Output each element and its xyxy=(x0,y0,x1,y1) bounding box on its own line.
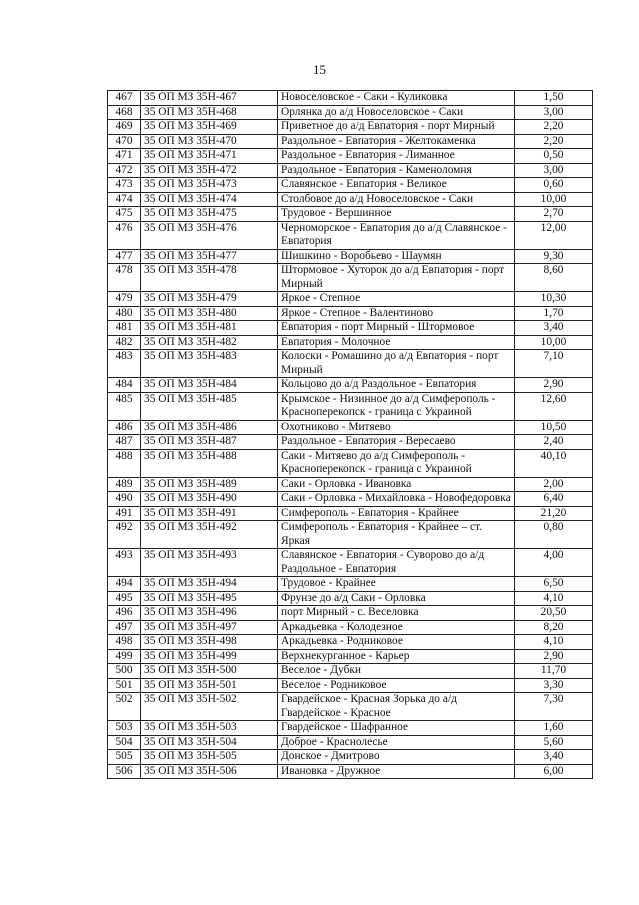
road-name-cell: Евпатория - порт Мирный - Штормовое xyxy=(278,321,515,336)
road-code-cell: 35 ОП МЗ 35Н-492 xyxy=(141,521,278,549)
row-number-cell: 496 xyxy=(108,606,141,621)
road-name-cell: Доброе - Краснолесье xyxy=(278,735,515,750)
road-length-cell: 3,30 xyxy=(515,678,593,693)
road-code-cell: 35 ОП МЗ 35Н-485 xyxy=(141,392,278,420)
road-code-cell: 35 ОП МЗ 35Н-471 xyxy=(141,149,278,164)
road-length-cell: 4,10 xyxy=(515,635,593,650)
row-number-cell: 487 xyxy=(108,435,141,450)
table-row xyxy=(108,207,593,222)
roads-table xyxy=(107,90,593,779)
road-code-cell: 35 ОП МЗ 35Н-480 xyxy=(141,306,278,321)
road-name-cell: Верхнекурганное - Карьер xyxy=(278,649,515,664)
road-length-cell: 12,00 xyxy=(515,221,593,249)
table-row xyxy=(108,521,593,549)
table-row xyxy=(108,321,593,336)
road-name-cell: порт Мирный - с. Веселовка xyxy=(278,606,515,621)
road-code-cell: 35 ОП МЗ 35Н-473 xyxy=(141,178,278,193)
road-code-cell: 35 ОП МЗ 35Н-488 xyxy=(141,449,278,477)
road-code-cell: 35 ОП МЗ 35Н-499 xyxy=(141,649,278,664)
row-number-cell: 501 xyxy=(108,678,141,693)
table-row xyxy=(108,492,593,507)
table-row xyxy=(108,735,593,750)
road-length-cell: 1,50 xyxy=(515,91,593,106)
row-number-cell: 494 xyxy=(108,577,141,592)
road-length-cell: 2,70 xyxy=(515,207,593,222)
table-row xyxy=(108,105,593,120)
row-number-cell: 482 xyxy=(108,335,141,350)
road-name-cell: Аркадьевка - Колодезное xyxy=(278,620,515,635)
road-length-cell: 2,20 xyxy=(515,120,593,135)
road-name-cell: Трудовое - Вершинное xyxy=(278,207,515,222)
road-length-cell: 11,70 xyxy=(515,664,593,679)
road-name-cell: Саки - Орловка - Михайловка - Новофедоровка xyxy=(278,492,515,507)
road-name-cell: Гвардейское - Шафранное xyxy=(278,721,515,736)
row-number-cell: 503 xyxy=(108,721,141,736)
road-code-cell: 35 ОП МЗ 35Н-478 xyxy=(141,264,278,292)
row-number-cell: 467 xyxy=(108,91,141,106)
road-name-cell: Саки - Митяево до а/д Симферополь - Красноперекопск - граница с Украиной xyxy=(278,449,515,477)
road-code-cell: 35 ОП МЗ 35Н-484 xyxy=(141,378,278,393)
road-code-cell: 35 ОП МЗ 35Н-503 xyxy=(141,721,278,736)
road-length-cell: 20,50 xyxy=(515,606,593,621)
road-length-cell: 6,40 xyxy=(515,492,593,507)
road-name-cell: Симферополь - Евпатория - Крайнее xyxy=(278,506,515,521)
road-length-cell: 10,30 xyxy=(515,292,593,307)
row-number-cell: 481 xyxy=(108,321,141,336)
road-length-cell: 5,60 xyxy=(515,735,593,750)
row-number-cell: 469 xyxy=(108,120,141,135)
road-code-cell: 35 ОП МЗ 35Н-475 xyxy=(141,207,278,222)
road-code-cell: 35 ОП МЗ 35Н-505 xyxy=(141,750,278,765)
road-code-cell: 35 ОП МЗ 35Н-479 xyxy=(141,292,278,307)
road-name-cell: Славянское - Евпатория - Суворово до а/д Раздольное - Евпатория xyxy=(278,549,515,577)
table-row xyxy=(108,764,593,779)
road-code-cell: 35 ОП МЗ 35Н-504 xyxy=(141,735,278,750)
road-length-cell: 0,50 xyxy=(515,149,593,164)
road-code-cell: 35 ОП МЗ 35Н-482 xyxy=(141,335,278,350)
road-length-cell: 10,00 xyxy=(515,192,593,207)
road-code-cell: 35 ОП МЗ 35Н-486 xyxy=(141,420,278,435)
row-number-cell: 474 xyxy=(108,192,141,207)
table-row xyxy=(108,192,593,207)
road-code-cell: 35 ОП МЗ 35Н-474 xyxy=(141,192,278,207)
road-length-cell: 2,90 xyxy=(515,378,593,393)
table-row xyxy=(108,620,593,635)
row-number-cell: 504 xyxy=(108,735,141,750)
table-row xyxy=(108,120,593,135)
row-number-cell: 505 xyxy=(108,750,141,765)
table-row xyxy=(108,221,593,249)
table-row xyxy=(108,420,593,435)
row-number-cell: 480 xyxy=(108,306,141,321)
row-number-cell: 479 xyxy=(108,292,141,307)
page-number: 15 xyxy=(313,62,326,77)
table-row xyxy=(108,721,593,736)
table-row xyxy=(108,477,593,492)
road-length-cell: 4,10 xyxy=(515,591,593,606)
road-name-cell: Раздольное - Евпатория - Желтокаменка xyxy=(278,134,515,149)
table-row xyxy=(108,549,593,577)
road-length-cell: 0,60 xyxy=(515,178,593,193)
road-code-cell: 35 ОП МЗ 35Н-487 xyxy=(141,435,278,450)
road-code-cell: 35 ОП МЗ 35Н-506 xyxy=(141,764,278,779)
road-code-cell: 35 ОП МЗ 35Н-495 xyxy=(141,591,278,606)
road-code-cell: 35 ОП МЗ 35Н-469 xyxy=(141,120,278,135)
road-code-cell: 35 ОП МЗ 35Н-470 xyxy=(141,134,278,149)
road-code-cell: 35 ОП МЗ 35Н-481 xyxy=(141,321,278,336)
road-length-cell: 2,00 xyxy=(515,477,593,492)
road-name-cell: Веселое - Родниковое xyxy=(278,678,515,693)
road-code-cell: 35 ОП МЗ 35Н-490 xyxy=(141,492,278,507)
road-length-cell: 21,20 xyxy=(515,506,593,521)
road-code-cell: 35 ОП МЗ 35Н-502 xyxy=(141,693,278,721)
road-name-cell: Кольцово до а/д Раздольное - Евпатория xyxy=(278,378,515,393)
table-row xyxy=(108,577,593,592)
row-number-cell: 486 xyxy=(108,420,141,435)
road-length-cell: 9,30 xyxy=(515,249,593,264)
road-name-cell: Славянское - Евпатория - Великое xyxy=(278,178,515,193)
row-number-cell: 485 xyxy=(108,392,141,420)
road-name-cell: Раздольное - Евпатория - Лиманное xyxy=(278,149,515,164)
road-code-cell: 35 ОП МЗ 35Н-498 xyxy=(141,635,278,650)
row-number-cell: 472 xyxy=(108,163,141,178)
row-number-cell: 488 xyxy=(108,449,141,477)
row-number-cell: 499 xyxy=(108,649,141,664)
road-name-cell: Новоселовское - Саки - Куликовка xyxy=(278,91,515,106)
road-code-cell: 35 ОП МЗ 35Н-500 xyxy=(141,664,278,679)
table-row xyxy=(108,606,593,621)
road-name-cell: Столбовое до а/д Новоселовское - Саки xyxy=(278,192,515,207)
row-number-cell: 506 xyxy=(108,764,141,779)
table-row xyxy=(108,178,593,193)
road-name-cell: Гвардейское - Красная Зорька до а/д Гвардейское - Красное xyxy=(278,693,515,721)
road-code-cell: 35 ОП МЗ 35Н-467 xyxy=(141,91,278,106)
road-length-cell: 10,00 xyxy=(515,335,593,350)
road-name-cell: Донское - Дмитрово xyxy=(278,750,515,765)
table-row xyxy=(108,750,593,765)
road-name-cell: Евпатория - Молочное xyxy=(278,335,515,350)
table-row xyxy=(108,91,593,106)
table-row xyxy=(108,449,593,477)
road-code-cell: 35 ОП МЗ 35Н-493 xyxy=(141,549,278,577)
road-name-cell: Раздольное - Евпатория - Вересаево xyxy=(278,435,515,450)
road-name-cell: Фрунзе до а/д Саки - Орловка xyxy=(278,591,515,606)
row-number-cell: 468 xyxy=(108,105,141,120)
table-row xyxy=(108,134,593,149)
table-row xyxy=(108,149,593,164)
road-name-cell: Аркадьевка - Родниковое xyxy=(278,635,515,650)
road-code-cell: 35 ОП МЗ 35Н-496 xyxy=(141,606,278,621)
row-number-cell: 470 xyxy=(108,134,141,149)
row-number-cell: 483 xyxy=(108,350,141,378)
road-name-cell: Веселое - Дубки xyxy=(278,664,515,679)
road-code-cell: 35 ОП МЗ 35Н-491 xyxy=(141,506,278,521)
road-name-cell: Черноморское - Евпатория до а/д Славянское - Евпатория xyxy=(278,221,515,249)
road-code-cell: 35 ОП МЗ 35Н-501 xyxy=(141,678,278,693)
road-name-cell: Ивановка - Дружное xyxy=(278,764,515,779)
row-number-cell: 471 xyxy=(108,149,141,164)
road-length-cell: 2,40 xyxy=(515,435,593,450)
table-row xyxy=(108,635,593,650)
row-number-cell: 498 xyxy=(108,635,141,650)
table-row xyxy=(108,292,593,307)
road-name-cell: Яркое - Степное xyxy=(278,292,515,307)
row-number-cell: 491 xyxy=(108,506,141,521)
road-length-cell: 7,10 xyxy=(515,350,593,378)
road-length-cell: 40,10 xyxy=(515,449,593,477)
table-row xyxy=(108,678,593,693)
road-length-cell: 3,40 xyxy=(515,750,593,765)
table-row xyxy=(108,506,593,521)
road-length-cell: 8,60 xyxy=(515,264,593,292)
table-row xyxy=(108,649,593,664)
row-number-cell: 473 xyxy=(108,178,141,193)
row-number-cell: 489 xyxy=(108,477,141,492)
row-number-cell: 492 xyxy=(108,521,141,549)
road-length-cell: 4,00 xyxy=(515,549,593,577)
road-name-cell: Шишкино - Воробьево - Шаумян xyxy=(278,249,515,264)
road-length-cell: 10,50 xyxy=(515,420,593,435)
road-length-cell: 12,60 xyxy=(515,392,593,420)
row-number-cell: 497 xyxy=(108,620,141,635)
row-number-cell: 490 xyxy=(108,492,141,507)
road-code-cell: 35 ОП МЗ 35Н-477 xyxy=(141,249,278,264)
table-row xyxy=(108,249,593,264)
road-name-cell: Симферополь - Евпатория - Крайнее – ст. Яркая xyxy=(278,521,515,549)
row-number-cell: 478 xyxy=(108,264,141,292)
road-code-cell: 35 ОП МЗ 35Н-468 xyxy=(141,105,278,120)
road-name-cell: Колоски - Ромашино до а/д Евпатория - порт Мирный xyxy=(278,350,515,378)
row-number-cell: 495 xyxy=(108,591,141,606)
road-length-cell: 2,20 xyxy=(515,134,593,149)
table-row xyxy=(108,163,593,178)
road-length-cell: 2,90 xyxy=(515,649,593,664)
road-length-cell: 1,60 xyxy=(515,721,593,736)
road-name-cell: Раздольное - Евпатория - Каменоломня xyxy=(278,163,515,178)
table-row xyxy=(108,693,593,721)
row-number-cell: 476 xyxy=(108,221,141,249)
road-code-cell: 35 ОП МЗ 35Н-494 xyxy=(141,577,278,592)
row-number-cell: 477 xyxy=(108,249,141,264)
road-name-cell: Трудовое - Крайнее xyxy=(278,577,515,592)
table-row xyxy=(108,350,593,378)
table-row xyxy=(108,392,593,420)
road-name-cell: Штормовое - Хуторок до а/д Евпатория - порт Мирный xyxy=(278,264,515,292)
row-number-cell: 502 xyxy=(108,693,141,721)
road-length-cell: 3,40 xyxy=(515,321,593,336)
table-row xyxy=(108,378,593,393)
table-row xyxy=(108,591,593,606)
road-length-cell: 1,70 xyxy=(515,306,593,321)
road-name-cell: Яркое - Степное - Валентиново xyxy=(278,306,515,321)
road-length-cell: 6,50 xyxy=(515,577,593,592)
road-name-cell: Охотниково - Митяево xyxy=(278,420,515,435)
road-code-cell: 35 ОП МЗ 35Н-489 xyxy=(141,477,278,492)
table-row xyxy=(108,264,593,292)
road-length-cell: 7,30 xyxy=(515,693,593,721)
road-code-cell: 35 ОП МЗ 35Н-476 xyxy=(141,221,278,249)
road-name-cell: Крымское - Низинное до а/д Симферополь - Красноперекопск - граница с Украиной xyxy=(278,392,515,420)
row-number-cell: 484 xyxy=(108,378,141,393)
road-length-cell: 0,80 xyxy=(515,521,593,549)
row-number-cell: 475 xyxy=(108,207,141,222)
table-row xyxy=(108,335,593,350)
road-code-cell: 35 ОП МЗ 35Н-472 xyxy=(141,163,278,178)
road-code-cell: 35 ОП МЗ 35Н-483 xyxy=(141,350,278,378)
table-row xyxy=(108,664,593,679)
table-row xyxy=(108,306,593,321)
row-number-cell: 493 xyxy=(108,549,141,577)
roads-table-body xyxy=(108,91,593,779)
road-length-cell: 3,00 xyxy=(515,163,593,178)
road-name-cell: Саки - Орловка - Ивановка xyxy=(278,477,515,492)
table-row xyxy=(108,435,593,450)
road-length-cell: 3,00 xyxy=(515,105,593,120)
row-number-cell: 500 xyxy=(108,664,141,679)
road-name-cell: Приветное до а/д Евпатория - порт Мирный xyxy=(278,120,515,135)
road-length-cell: 8,20 xyxy=(515,620,593,635)
road-length-cell: 6,00 xyxy=(515,764,593,779)
road-code-cell: 35 ОП МЗ 35Н-497 xyxy=(141,620,278,635)
road-name-cell: Орлянка до а/д Новоселовское - Саки xyxy=(278,105,515,120)
